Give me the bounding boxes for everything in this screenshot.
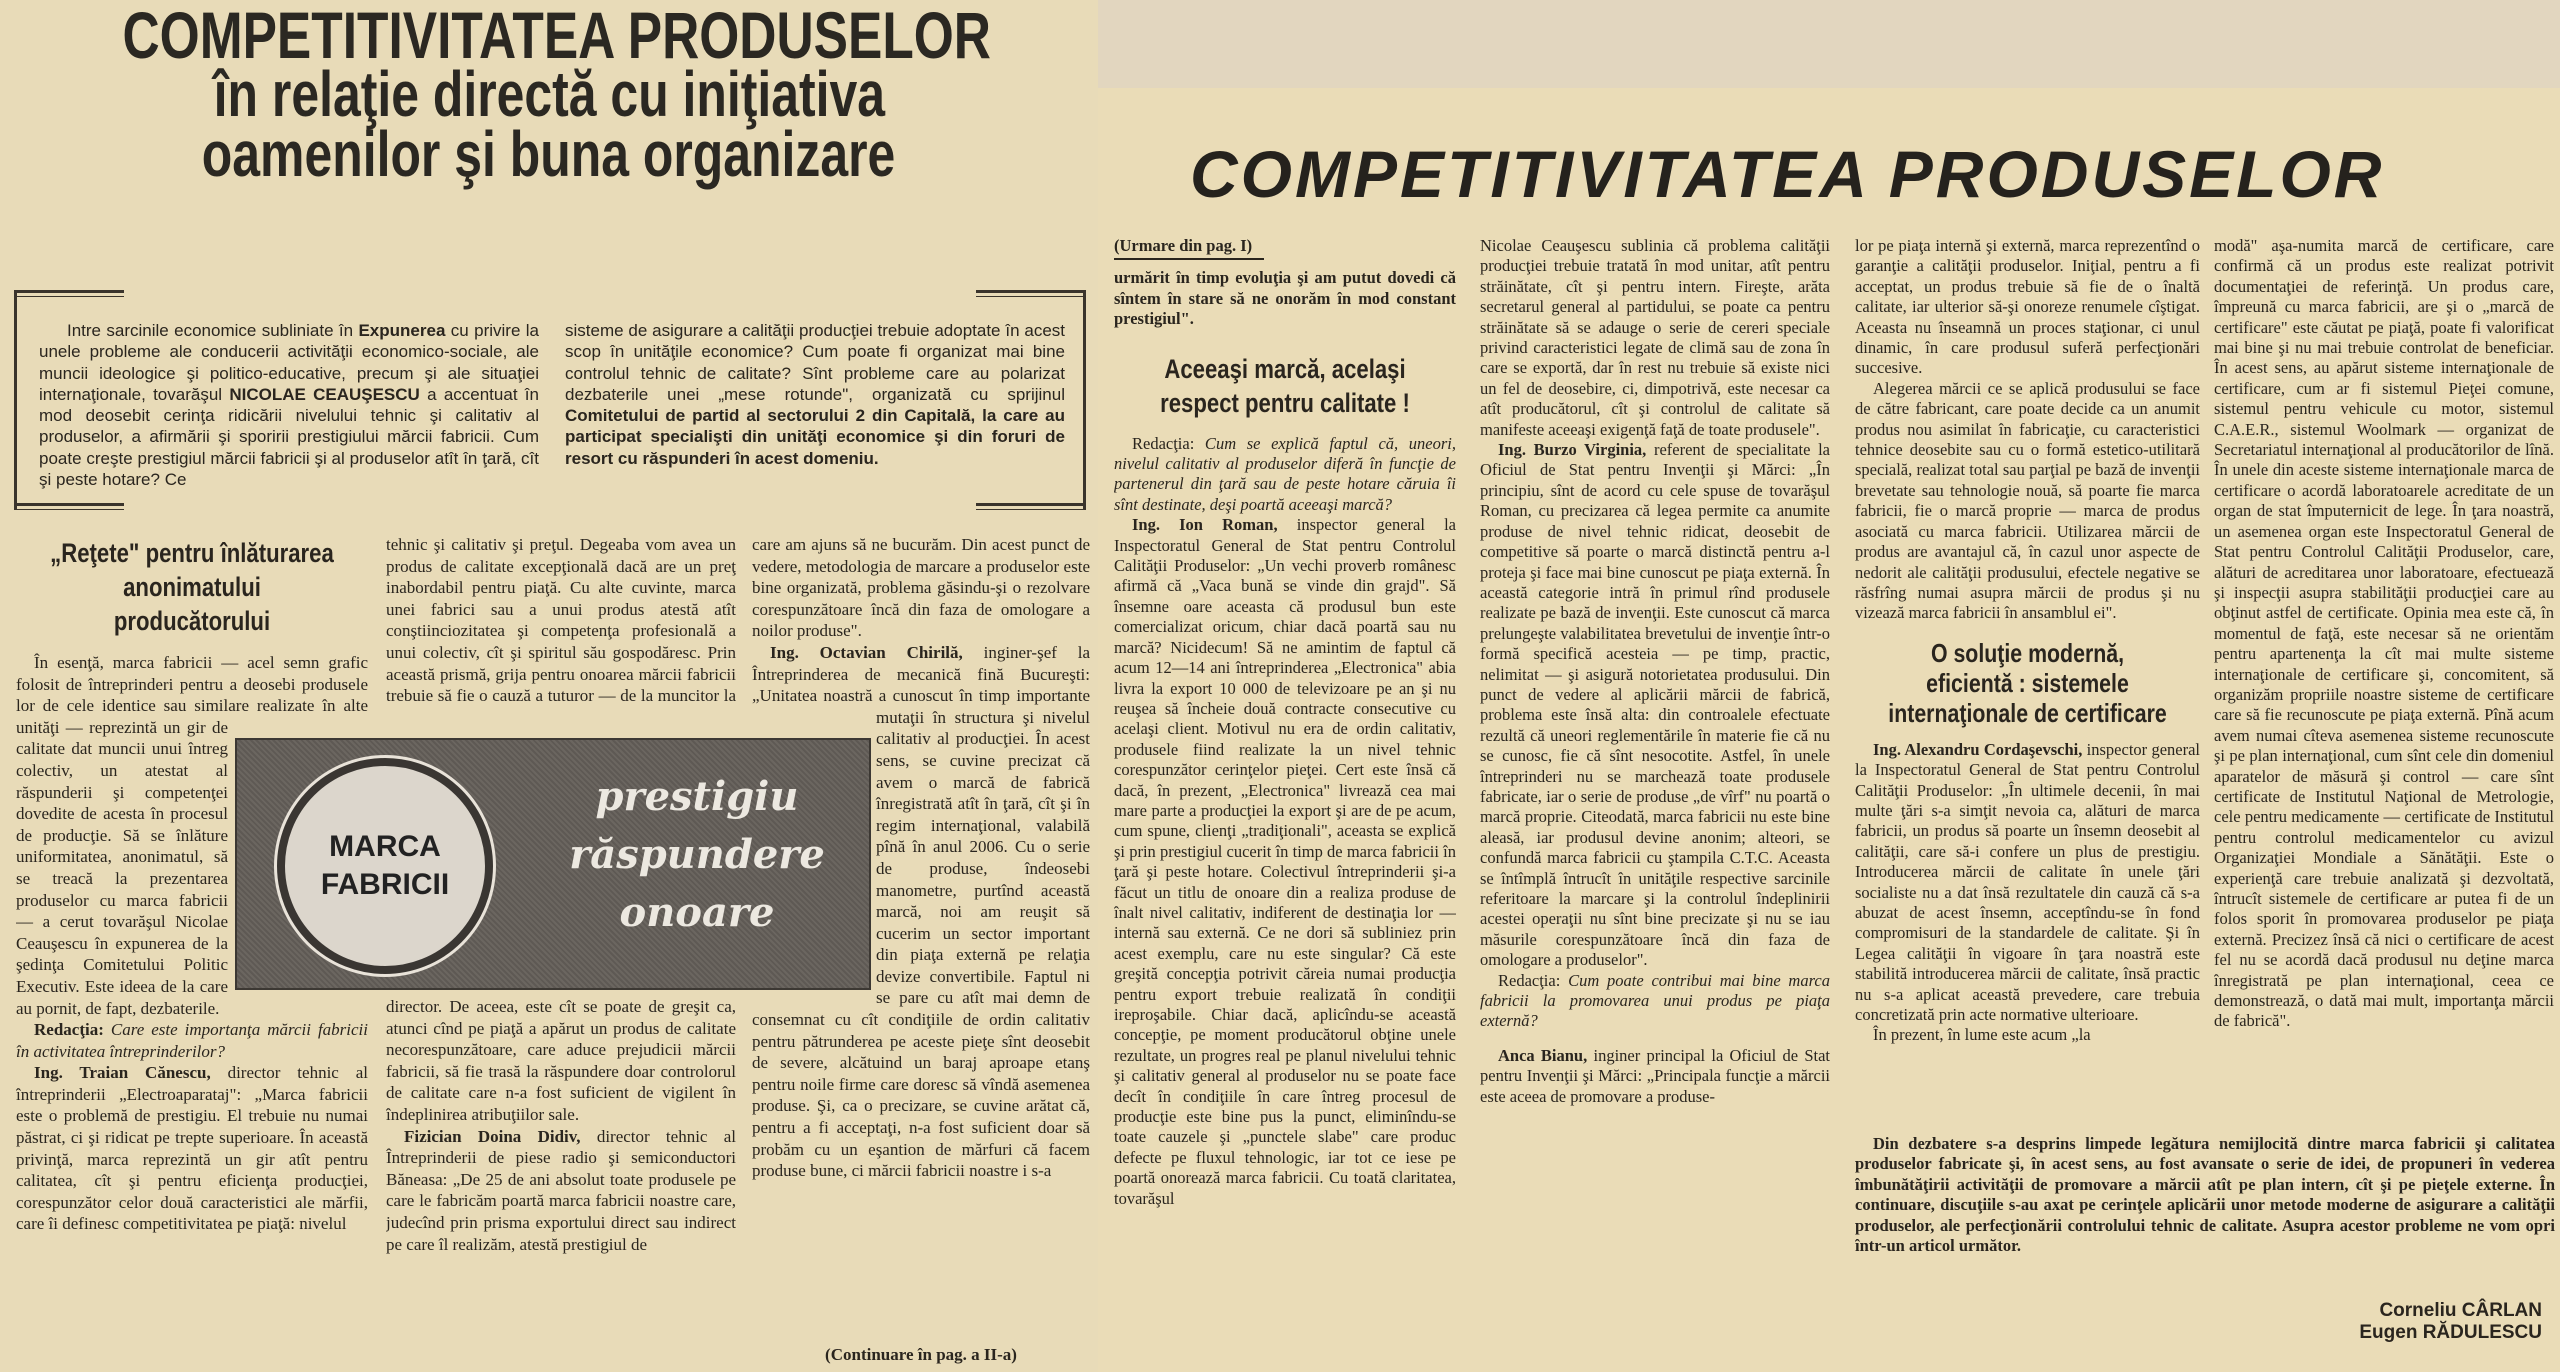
- paragraph: tehnic şi calitativ şi preţul. Degeaba vom avea un produs de calitate excepţională dacă are un preţ inabordabil pentru piaţă. Cu alte cuvinte, marca unei fabrici sau a unui produs atestă atît conştiinciozitatea şi competenţa profesională a unui colectiv, cît şi spiritul său gospodăresc. Prin această prismă, grija pentru onoarea mărcii fabricii trebuie să fie o cauză a tuturor — de la muncitor la director. De aceea, este cît se poate de greşit ca, atunci cînd pe piaţă a apărut un produs de calitate necorespunzătoare, care aduce prejudicii mărcii fabricii, să fie trasă la răspundere doar controlorul de calitate care n-a fost suficient de vigilent în îndeplinirea atribuţiilor sale.: [386, 535, 736, 1124]
- box-corner: [14, 503, 124, 510]
- intro-column-2: sisteme de asigurare a calităţii producţiei trebuie adoptate în acest scop în unităţile economice? Cum poate fi organizat mai bine controlul tehnic de calitate? Sînt probleme care au polarizat dezbaterile unei „mese rotunde", organizată cu sprijinul Comitetului de partid al sectorului 2 din Capitală, la care au participat specialişti din unităţi economice şi din foruri de resort cu răspunderi în acest domeniu.: [565, 321, 1065, 468]
- paragraph: care am ajuns să ne bucurăm. Din acest punct de vedere, metodologia de marcare a produselor este bine organizată, problema găsindu-şi o rezolvare corespunzătoare încă din faza de omologare a noilor produse".: [752, 535, 1090, 641]
- subheading: O soluţie modernă, eficientă : sistemele internaţionale de certificare: [1888, 637, 2167, 728]
- right-column-3: [1855, 236, 2200, 1124]
- paragraph: Redacţia: Cum se explică faptul că, uneori, nivelul calitativ al produselor diferă în funcţie de partenerul din ţară sau de peste hotare căruia îi sînt destinate, deşi poartă aceeaşi marcă?: [1114, 433, 1456, 514]
- paragraph: Ing. Traian Cănescu, director tehnic al întreprinderii „Electroaparataj": „Marca fabricii este o problemă de prestigiu. El trebuie nu numai păstrat, ci şi ridicat pe trepte superioare. În această privinţă, marca reprezintă un gir atît pentru calitatea, cît şi pentru eficienţa producţiei, corespunzător celor două caracteristici ale mărfii, care îi definesc competitivitatea pe piaţă: nivelul: [16, 1063, 368, 1234]
- paragraph: urmărit în timp evoluţia şi am putut dovedi că sîntem în stare să ne onorăm în mod constant prestigiul".: [1114, 268, 1456, 329]
- intro-column-1: Intre sarcinile economice subliniate în Expunerea cu privire la unele probleme ale conducerii activităţii economico-sociale, ale muncii ideologice şi politico-educative, precum şi ale situaţiei internaţionale, tovarăşul NICOLAE CEAUŞESCU a accentuat în mod deosebit cerinţa ridicării nivelului tehnic şi calitativ al produselor, a afirmării şi sporirii prestigiului mărcii fabricii. Cum poate creşte prestigiul mărcii fabricii şi al produselor atît în ţară, cît şi peste hotare? Ce: [39, 321, 540, 490]
- divider: [1114, 258, 1264, 260]
- marca-fabricii-illustration: [235, 738, 871, 990]
- headline-line-2: în relaţie directă cu iniţiativa: [213, 58, 885, 130]
- paragraph: Anca Bianu, inginer principal la Oficiul de Stat pentru Invenţii şi Mărci: „Principala funcţie a mărcii este aceea de promovare a produse-: [1480, 1045, 1830, 1106]
- box-corner: [976, 290, 1086, 297]
- paragraph: Ing. Alexandru Cordaşevschi, inspector general la Inspectoratul General de Stat pentru Controlul Calităţii Produselor: „În ultimele decenii, în mai multe ţări s-a simţit nevoia ca, alături de marca fabricii, un produs să poarte un însemn deosebit al calităţii, care să-i confere un plus de prestigiu. Introducerea mărcii de calitate în unele ţări socialiste nu a dat însă rezultatele din cauză că s-a abuzat de acest însemn, acceptîndu-se în fond compromisuri de la standardele de calitate. Şi în Legea calităţii în vigoare în ţara noastră este stabilită introducerea mărcii de calitate, însă practic nu s-a aplicat această prevedere, care trebuia concretizată prin acte normative ulterioare.: [1855, 739, 2200, 1024]
- continued-note: (Continuare în pag. a II-a): [825, 1345, 1017, 1364]
- paragraph: Ing. Ion Roman, inspector general la Inspectoratul General de Stat pentru Controlul Calităţii Produselor: „Un vechi proverb românesc afirmă că „Vaca bună se vinde din grajd". Să însemne oare aceasta că produsul bun este comercializat oricum, chiar dacă poartă sau nu marcă? Nicidecum! Să ne amintim de faptul că acum 12—14 ani întreprinderea „Electronica" abia livra la export 10 000 de televizoare pe an şi nu reuşea să încheie două contracte consecutive cu acelaşi client. Motivul nu era de ordin calitativ, produsele fiind realizate la un nivel tehnic corespunzător cerinţelor pieţei. Cert este însă că dacă, în prezent, „Electronica" livrează cea mai mare parte a producţiei la export şi are de pe acum, cum spune, clienţi „tradiţionali", aceasta se explică şi prin prestigiul cucerit în timp de marca fabricii în ţară şi peste hotare. Colectivul întreprinderii şi-a făcut un titlu de onoare din a realiza produse de înalt nivel calitativ, indiferent de destinaţia lor — internă sau externă. Ce ne dori să subliniez prin acest exemplu, care nu este singular? Că este greşită concepţia potrivit căreia numai producţia pentru export trebuie realizată în condiţii ireproşabile. Chiar dacă, aplicîndu-se această concepţie, pe moment producătorul obţine unele rezultate, un progres real pe planul nivelului tehnic şi calitativ general al produselor nu se poate face decît în condiţiile în care întreg procesul de producţie este bine pus la punct, eliminîndu-se toate cauzele şi „punctele slabe" care produc defecte pe fluxul tehnologic, iar tot ce iese pe poartă onorează marca fabricii. Cu toată claritatea, tovarăşul: [1114, 515, 1456, 1208]
- paragraph: Redacţia: Care este importanţa mărcii fabricii în activitatea întreprinderilor?: [16, 1020, 368, 1061]
- paragraph: Nicolae Ceauşescu sublinia că problema calităţii producţiei trebuie tratată în mod unitar, atît pentru străinătate, cît şi pentru intern. Fireşte, arăta secretarul general al partidului, se poate ca pentru străinătate să se adauge o serie de cereri speciale privind caracteristici legate de climă sau de zona în care se exportă, dar în rest nu trebuie să existe nici un fel de deosebire, ci, dimpotrivă, este necesar ca atît producătorul, cît şi controlul de calitate să manifeste aceeaşi exigenţă faţă de toate produsele".: [1480, 236, 1830, 439]
- conclusion-paragraph: Din dezbatere s-a desprins limpede legătura nemijlocită dintre marca fabricii şi calitatea produselor fabricate şi, în acest sens, au fost avansate o serie de idei, de propuneri în vederea îmbunătăţirii activităţii de promovare a mărcii atît pe plan intern, cît şi pe pieţele externe. În continuare, discuţiile s-au axat pe cerinţele aplicării unor metode moderne de asigurare a calităţii produselor, ale perfecţionării controlului tehnic de calitate. Asupra acestor probleme ne vom opri într-un articol următor.: [1855, 1134, 2555, 1256]
- continued-from: (Urmare din pag. I): [1114, 236, 1253, 255]
- right-column-2: [1480, 236, 1830, 1366]
- paragraph: modă" aşa-numita marcă de certificare, care confirmă că un produs este realizat potrivit documentaţiei de referinţă. Un produs care, împreună cu marca fabricii, are şi o „marcă de certificare" este căutat pe piaţă, poate fi valorificat mai bine şi nu mai trebuie controlat de beneficiar. În acest sens, au apărut sisteme internaţionale de certificare, cum ar fi sistemul Pieţei comune, sistemul pentru vehicule cu motor, sistemul C.A.E.R., sistemul Woolmark — organizat de Secretariatul internaţional al producătorilor de lînă. În unele din aceste sisteme internaţionale marca de certificare o acordă laboratoarele acreditate de un organ de stat împuternicit de lege. În ţara noastră, un asemenea organ este Inspectoratul General de Stat pentru Controlul Calităţii Produselor, care, alături de acreditarea unor laboratoare, efectuează şi inspecţii asupra stabilităţii producţiei care au obţinut astfel de certificate. Opinia mea este că, în momentul de faţă, este necesar să ne orientăm pentru apartenenţa la cît mai multe sisteme internaţionale de certificare şi, concomitent, să organizăm propriile noastre sisteme de certificare care să fie recunoscute pe piaţa externă. Pînă acum avem numai cîteva asemenea sisteme recunoscute şi pe plan internaţional, cum sînt cele din domeniul aparatelor de măsură şi control — care sînt certificate de Institutul Naţional de Metrologie, cele pentru medicamente — certificate de Institutul pentru controlul medicamentelor cu avizul Organizaţiei Mondiale a Sănătăţii. Este o experienţă care trebuie analizată şi dezvoltată, întrucît sistemele de certificare ar putea fi de un folos sporit în promovarea produselor pe piaţa externă. Precizez însă că nici o certificare de acest fel nu se acordă dacă produsul nu deţine marca înregistrată pe plan internaţional, ceea ce demonstrează, o dată mai mult, importanţa mărcii de fabrică".: [2214, 236, 2554, 1031]
- paragraph: În prezent, în lume este acum „la: [1873, 1025, 2091, 1045]
- headline-line-3: oamenilor şi buna organizare: [202, 118, 896, 190]
- illustration-slogan: prestigiu răspundere onoare: [569, 773, 825, 936]
- right-column-4: [2214, 236, 2554, 1124]
- blank-margin: [1098, 0, 2560, 88]
- box-corner: [14, 290, 124, 297]
- paragraph: Ing. Burzo Virginia, referent de specialitate la Oficiul de Stat pentru Invenţii şi Mărci: „În principiu, sînt de acord cu cele spuse de tovarăşul Roman, cu precizarea că legea permite ca anumite produse de nivel tehnic ridicat, deosebit de competitive să poarte o marcă distinctă pentru a-l proteja şi face mai bine cunoscut pe piaţa externă. În această categorie intră în primul rînd produsele realizate pe bază de invenţii. Este cunoscut că marca prelungeşte valabilitatea brevetului de invenţie într-o formă specifică acesteia — pe timp, practic, nelimitat — şi asigură notorietatea produsului. Din punct de vedere al aplicării mărcii de fabrică, problema este însă alta: din controalele efectuate rezultă că uneori reglementările în materie fie că nu se cunosc, fie că sînt nesocotite. Astfel, în unele întreprinderi nu se marchează toate produsele fabricate, iar o serie de produse „de vîrf" nu poartă o marcă proprie. Citeodată, marca fabricii nu este bine aleasă, iar produsul devine anonim; alteori, se confundă marca fabricii cu ştampila C.T.C. Aceasta se întîmplă întrucît în unităţile respective sarcinile referitoare la marcare şi la controlul îndeplinirii acestei operaţii nu sînt bine precizate şi nu se iau măsurile corespunzătoare încă din faza de omologare a produselor".: [1480, 440, 1830, 970]
- right-page-headline: COMPETITIVITATEA PRODUSELOR: [1190, 137, 2385, 211]
- paragraph: În esenţă, marca fabricii — acel semn grafic folosit de întreprinderi pentru a deosebi produsele lor de cele identice sau similare realizate în alte unităţi — reprezintă un gir de calitate dat muncii unui întreg colectiv, un atestat al răspunderii şi competenţei dovedite de acesta în procesul de producţie. Să se înlăture uniformitatea, anonimatul, să se treacă la prezentarea produselor cu marca fabricii — a cerut tovarăşul Nicolae Ceauşescu în expunerea de la şedinţa Comitetului Politic Executiv. Este ideea de la care au pornit, de fapt, dezbaterile.: [16, 653, 368, 1018]
- paragraph: Alegerea mărcii ce se aplică produsului se face de către fabricant, care poate decide ca un anumit produs nou asimilat în fabricaţie, cu caracteristici tehnice deosebite sau cu o formă estetico-utilitară specială, realizat total sau parţial pe bază de invenţii brevetate sau tehnologie nouă, să poarte fie marca fabricii, fie o marcă proprie — marca de produs asociată cu marca fabricii. Utilizarea mărcii de produs are avantajul că, în cazul unor aspecte de nedorit ale calităţii produsului, efectele negative se răsfrîng numai asupra mărcii de produs şi nu vizează marca fabricii în ansamblul ei".: [1855, 378, 2200, 623]
- box-corner: [976, 503, 1086, 510]
- paragraph: Fizician Doina Didiv, director tehnic al Întreprinderii de piese radio şi semiconductori Băneasa: „De 25 de ani absolut toate produsele pe care le fabricăm poartă marca fabricii noastre care, judecînd prin prisma exportului direct sau indirect pe care îl realizăm, atestă prestigiul de: [386, 1126, 736, 1254]
- section-title: „Reţete" pentru înlăturarea anonimatului producătorului: [50, 538, 334, 636]
- paragraph: lor pe piaţa internă şi externă, marca reprezentînd o garanţie a calităţii produselor. Iniţial, pentru a fi acceptat, un produs trebuie să fie de o înaltă calitate, iar ulterior să-şi onoreze renumele cîştigat. Aceasta nu înseamnă un proces staţionar, ci unul dinamic, în care produsul suferă perfecţionări succesive.: [1855, 236, 2200, 378]
- factory-mark-seal: MARCA FABRICII: [277, 758, 493, 974]
- paragraph: Redacţia: Cum poate contribui mai bine marca fabricii la promovarea unui produs pe piaţa externă?: [1480, 970, 1830, 1031]
- intro-box: [14, 290, 1086, 510]
- article-authors: Corneliu CÂRLAN Eugen RĂDULESCU: [2359, 1300, 2542, 1343]
- right-column-1: [1114, 236, 1456, 1366]
- headline-line-1: COMPETITIVITATEA PRODUSELOR: [122, 0, 991, 72]
- paragraph: Ing. Octavian Chirilă, inginer-şef la Întreprinderea de mecanică fină Bucureşti: „Unitatea noastră a cunoscut în timp importante mutaţii în structura şi nivelul calitativ al producţiei. În acest sens, se cuvine precizat că avem o marcă de fabrică înregistrată atît în ţară, cît şi în regim internaţional, valabilă pînă în anul 2006. Cu o serie de produse, îndeosebi manometre, purtînd această marcă, noi am reuşit să cucerim un sector important din piaţa externă pe relaţia devize convertibile. Faptul ni se pare cu atît mai demn de consemnat cu cît condiţiile de ordin calitativ pentru pătrunderea pe aceste pieţe sînt deosebit de severe, alcătuind un baraj aproape etanş pentru noile firme care doresc să vîndă asemenea produse. Şi, ca o precizare, se cuvine arătat că, pentru a fi acceptaţi, n-a fost suficient doar să probăm cu un eşantion de mărfuri că facem produse bune, ci mărcii fabricii noastre i s-a: [752, 642, 1090, 1181]
- subheading: Aceeaşi marcă, acelaşi respect pentru calitate !: [1160, 353, 1410, 418]
